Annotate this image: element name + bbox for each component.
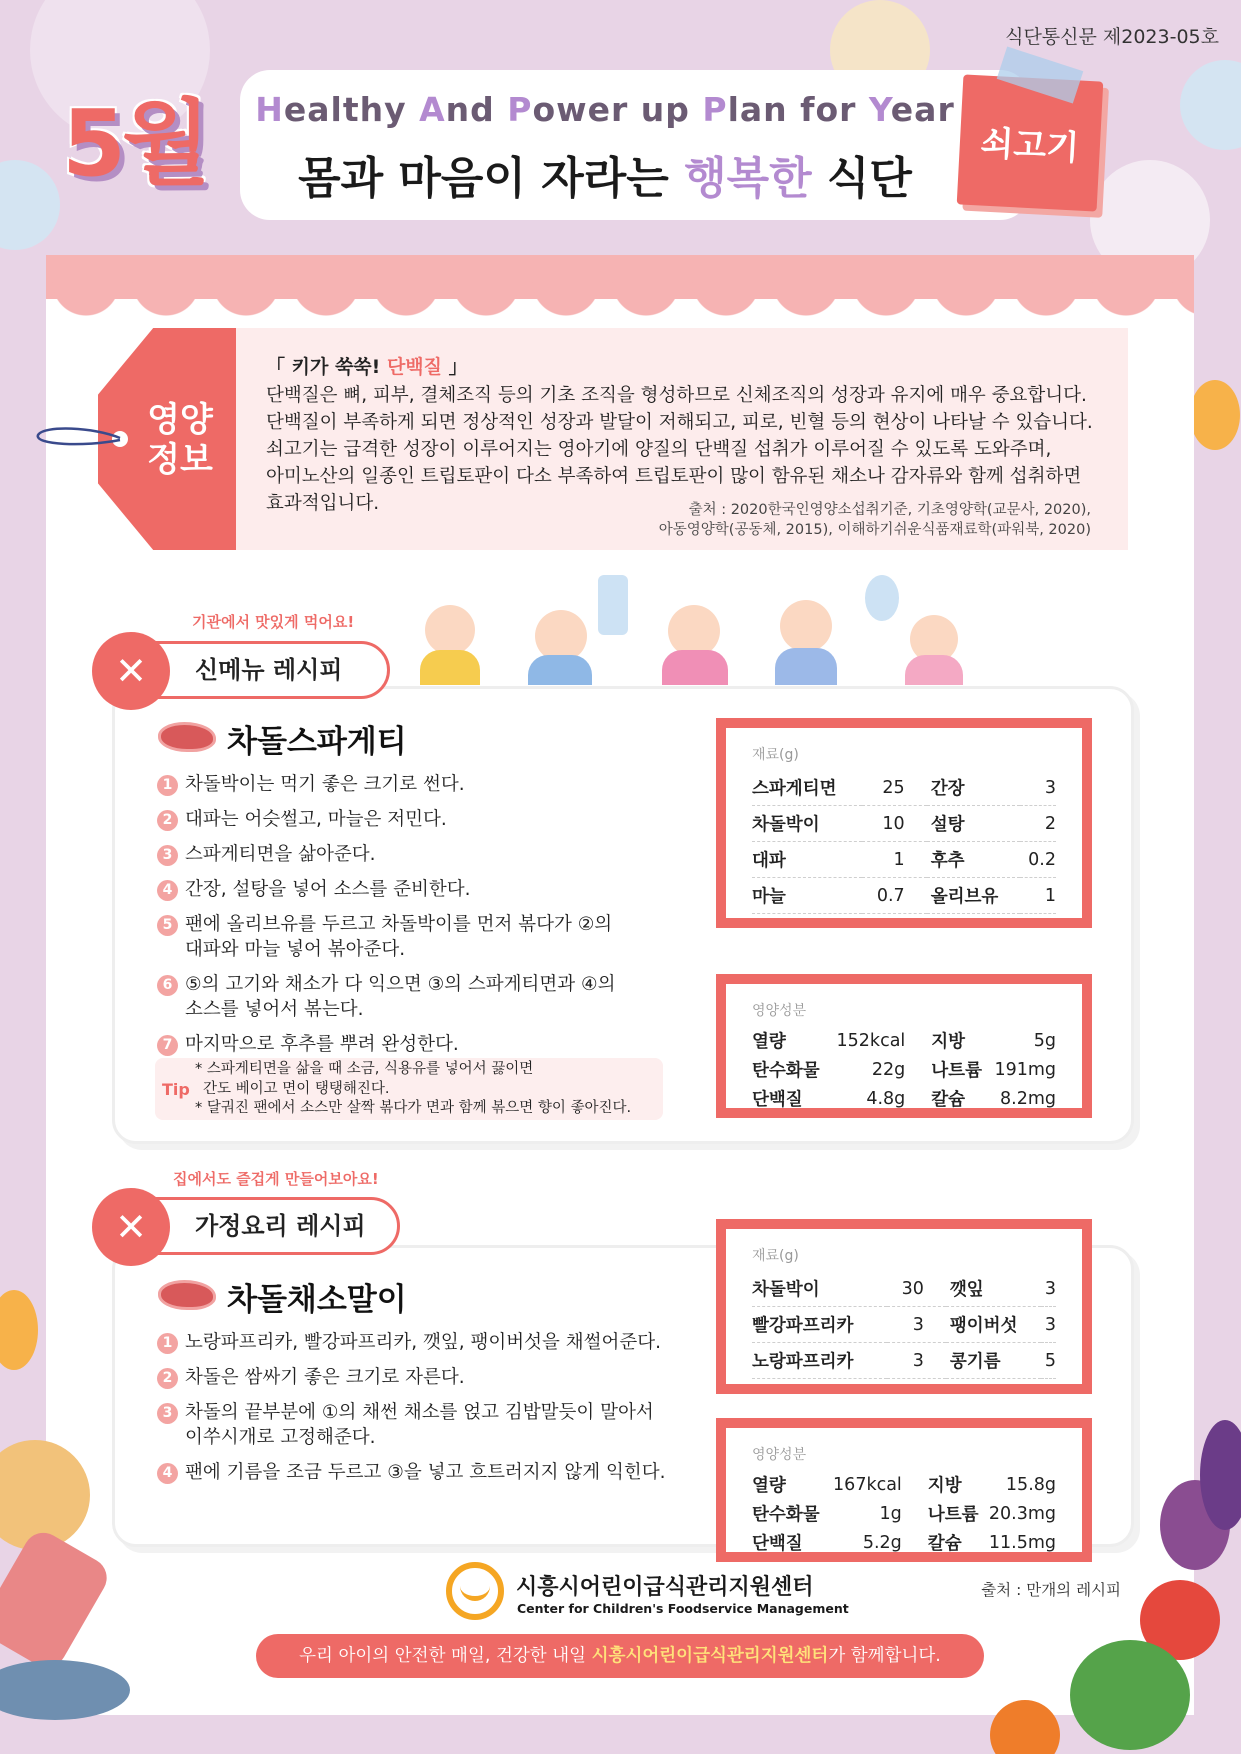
step-number-badge: 2: [157, 1368, 178, 1389]
slogan-pre: 우리 아이의 안전한 매일, 건강한 내일: [299, 1646, 592, 1666]
table-cell: 마늘: [752, 878, 862, 914]
table-cell: 152kcal: [836, 1030, 906, 1051]
nutrition-info-source: [571, 500, 1091, 540]
ingredients-caption: 재료(g): [752, 1248, 799, 1264]
table-cell: 1: [1020, 878, 1056, 914]
step-number-badge: 4: [157, 1463, 178, 1484]
table-cell: 10: [862, 806, 927, 842]
table-row: [752, 1499, 1056, 1528]
balloon-icon: [0, 1290, 38, 1370]
table-cell: 191mg: [994, 1059, 1056, 1080]
tip-label: Tip: [162, 1080, 190, 1099]
tag-line-1: 영양: [147, 400, 213, 440]
step-text: 차돌박이는 먹기 좋은 크기로 썬다.: [185, 774, 465, 795]
table-cell: 3: [887, 1307, 946, 1343]
recipe-steps-1: [157, 772, 627, 1067]
bg-bubble: [0, 160, 60, 250]
step-text: 차돌은 쌈싸기 좋은 크기로 자른다.: [185, 1367, 465, 1388]
title-english-part: nd: [445, 90, 508, 129]
table-row: [752, 878, 1056, 914]
table-cell: 팽이버섯: [946, 1307, 1041, 1343]
heading-highlight: 단백질: [386, 356, 442, 378]
tip-line: * 달궈진 팬에서 소스만 살짝 볶다가 면과 함께 볶으면 향이 좋아진다.: [195, 1100, 632, 1116]
table-cell: 3: [887, 1343, 946, 1379]
title-english-part: H: [255, 90, 284, 129]
nutrition-info-heading: [266, 352, 468, 379]
info-line: 효과적입니다.: [266, 493, 380, 514]
table-cell: 167kcal: [833, 1474, 902, 1495]
table-cell: 올리브유: [927, 878, 1020, 914]
step-number-badge: 7: [157, 1035, 178, 1056]
step-number-badge: 6: [157, 975, 178, 996]
table-cell: 5: [1041, 1343, 1056, 1379]
fork-knife-icon: ✕: [92, 632, 170, 710]
kid-body: [905, 655, 963, 685]
slogan-banner: [256, 1634, 984, 1678]
table-cell: 3: [1041, 1307, 1056, 1343]
tip-text: [195, 1060, 665, 1119]
step-text: 팬에 기름을 조금 두르고 ③을 넣고 흐트러지지 않게 익힌다.: [185, 1462, 666, 1483]
center-name-english: Center for Children's Foodservice Management: [517, 1601, 849, 1616]
tip-line: 간도 베이고 면이 탱탱해진다.: [203, 1080, 390, 1097]
recipe-step: [157, 912, 627, 962]
title-english-part: A: [419, 90, 446, 129]
month-label: 5월: [62, 90, 207, 197]
recipe-step: [157, 1365, 677, 1390]
section-pill-home-recipe: 가정요리 레시피: [100, 1197, 400, 1255]
table-cell: 대파: [752, 842, 862, 878]
title-korean-highlight: 행복한: [684, 153, 812, 204]
table-row: [752, 1026, 1056, 1055]
recipe-step: [157, 842, 627, 867]
kid-face: [425, 605, 475, 655]
table-cell: 칼슘: [927, 1534, 962, 1554]
title-english: [240, 90, 970, 129]
step-number-badge: 1: [157, 1333, 178, 1354]
table-row: [752, 1307, 1056, 1343]
table-row: [752, 1055, 1056, 1084]
kid-body: [775, 648, 837, 685]
table-cell: 1g: [879, 1503, 902, 1524]
tag-line-2: 정보: [147, 440, 213, 480]
section-subtitle: 집에서도 즐겁게 만들어보아요!: [173, 1170, 379, 1188]
table-row: [752, 1528, 1056, 1557]
recipe-step: [157, 877, 627, 902]
table-row: [752, 806, 1056, 842]
table-cell: 간장: [927, 770, 1020, 806]
section-pill-new-menu: 신메뉴 레시피: [100, 641, 390, 699]
step-text: 노랑파프리카, 빨강파프리카, 깻잎, 팽이버섯을 채썰어준다.: [185, 1332, 661, 1353]
tip-line: * 스파게티면을 삶을 때 소금, 식용유를 넣어서 끓이면: [195, 1061, 534, 1077]
title-english-part: lan for: [727, 90, 869, 129]
table-cell: 나트륨: [931, 1061, 982, 1081]
recipe-step: [157, 807, 627, 832]
info-line: 아미노산의 일종인 트립토판이 다소 부족하여 트립토판이 많이 함유된 채소나 감자류와 함께 섭취하면: [266, 466, 1082, 487]
step-number-badge: 2: [157, 810, 178, 831]
source-line: 출처 : 2020한국인영양소섭취기준, 기초영양학(교문사, 2020),: [688, 502, 1091, 518]
recipe-step: [157, 1330, 677, 1355]
section-subtitle: 기관에서 맛있게 먹어요!: [192, 613, 355, 631]
step-text: 마지막으로 후추를 뿌려 완성한다.: [185, 1034, 459, 1055]
info-line: 쇠고기는 급격한 성장이 이루어지는 영아기에 양질의 단백질 섭취가 이루어질 수 있도록 도와주며,: [266, 439, 1052, 460]
table-cell: 25: [862, 770, 927, 806]
table-cell: 지방: [931, 1032, 966, 1052]
table-row: [752, 842, 1056, 878]
title-english-part: ear: [890, 90, 955, 129]
table-cell: 탄수화물: [752, 1505, 820, 1525]
issue-number: 식단통신문 제2023-05호: [1005, 26, 1219, 48]
nutrition-info-body: [266, 382, 1096, 517]
table-cell: 단백질: [752, 1090, 803, 1110]
table-row: [752, 770, 1056, 806]
slogan-post: 가 함께합니다.: [828, 1646, 941, 1666]
title-korean-pre: 몸과 마음이 자라는: [298, 153, 685, 204]
table-cell: 빨강파프리카: [752, 1307, 887, 1343]
step-text: 팬에 올리브유를 두르고 차돌박이를 먼저 볶다가 ②의 대파와 마늘 넣어 볶아준다.: [185, 914, 613, 960]
table-row: [752, 1470, 1056, 1499]
table-cell: 열량: [752, 1032, 786, 1052]
table-cell: 열량: [752, 1476, 786, 1496]
info-line: 단백질은 뼈, 피부, 결체조직 등의 기초 조직을 형성하므로 신체조직의 성장과 유지에 매우 중요합니다.: [266, 385, 1087, 406]
kid-body: [528, 655, 592, 685]
source-line: 아동영양학(공동체, 2015), 이해하기쉬운식품재료학(파워북, 2020): [658, 522, 1091, 538]
spoon-icon: [865, 575, 899, 621]
scallop-edge: [46, 282, 1194, 316]
title-english-part: ealthy: [283, 90, 420, 129]
fork-icon: [598, 575, 628, 635]
bg-bubble: [1180, 60, 1241, 150]
nutrition-info-tag-label: [140, 400, 220, 480]
title-english-part: Y: [868, 90, 891, 129]
table-cell: 0.2: [1020, 842, 1056, 878]
heading-post: 」: [442, 356, 468, 378]
table-cell: 8.2mg: [1000, 1088, 1056, 1109]
table-cell: 나트륨: [927, 1505, 979, 1525]
table-cell: 콩기름: [946, 1343, 1041, 1379]
table-cell: 15.8g: [1005, 1474, 1056, 1495]
step-number-badge: 3: [157, 845, 178, 866]
table-cell: 3: [1020, 770, 1056, 806]
recipe-step: [157, 1400, 677, 1450]
slogan-highlight: 시흥시어린이급식관리지원센터: [591, 1646, 829, 1666]
recipe-step: [157, 1460, 677, 1485]
recipe-source: 출처 : 만개의 레시피: [981, 1581, 1121, 1599]
table-cell: 3: [1041, 1271, 1056, 1307]
table-cell: 노랑파프리카: [752, 1343, 887, 1379]
table-cell: 단백질: [752, 1534, 803, 1554]
ingredients-caption: 재료(g): [752, 747, 799, 763]
step-text: 대파는 어슷썰고, 마늘은 저민다.: [185, 809, 447, 830]
step-number-badge: 1: [157, 775, 178, 796]
table-cell: 0.7: [862, 878, 927, 914]
step-number-badge: 3: [157, 1403, 178, 1424]
nutrients-caption: 영양성분: [752, 1447, 807, 1463]
title-english-part: P: [702, 90, 728, 129]
balloon-icon: [1190, 380, 1240, 450]
ingredients-table-2: [716, 1219, 1092, 1394]
table-cell: 후추: [927, 842, 1020, 878]
step-number-badge: 4: [157, 880, 178, 901]
dish-title-2: 차돌채소말이: [227, 1282, 407, 1318]
table-row: [752, 1343, 1056, 1379]
table-row: [752, 1084, 1056, 1113]
nutrients-caption: 영양성분: [752, 1003, 807, 1019]
broccoli-icon: [1070, 1640, 1190, 1750]
table-cell: 11.5mg: [988, 1532, 1056, 1553]
table-cell: 20.3mg: [988, 1503, 1056, 1524]
table-row: [752, 1271, 1056, 1307]
table-cell: 30: [887, 1271, 946, 1307]
dish-title-1: 차돌스파게티: [227, 724, 407, 760]
heading-pre: 「 키가 쑥쑥!: [266, 356, 387, 378]
meat-icon: [158, 722, 216, 752]
ingredient-tag-label: 쇠고기: [979, 123, 1081, 169]
kid-face: [780, 600, 832, 652]
table-cell: 스파게티면: [752, 770, 862, 806]
step-text: 스파게티면을 삶아준다.: [185, 844, 376, 865]
recipe-step: [157, 772, 627, 797]
tag-string-icon: [34, 425, 124, 455]
info-line: 단백질이 부족하게 되면 정상적인 성장과 발달이 저해되고, 피로, 빈혈 등의 현상이 나타날 수 있습니다.: [266, 412, 1093, 433]
title-english-part: P: [507, 90, 533, 129]
recipe-steps-2: [157, 1330, 677, 1495]
table-cell: 칼슘: [931, 1090, 966, 1110]
title-korean: [240, 142, 970, 206]
title-korean-post: 식단: [811, 153, 912, 204]
ingredient-tag: [957, 74, 1104, 211]
table-cell: 22g: [871, 1059, 906, 1080]
meat-icon: [158, 1280, 216, 1310]
step-text: 간장, 설탕을 넣어 소스를 준비한다.: [185, 879, 471, 900]
ingredients-table-1: [716, 718, 1092, 928]
nutrients-table-2: [716, 1418, 1092, 1562]
table-cell: 지방: [927, 1476, 962, 1496]
table-cell: 깻잎: [946, 1271, 1041, 1307]
table-cell: 설탕: [927, 806, 1020, 842]
title-box: [240, 70, 1030, 220]
recipe-step: [157, 1032, 627, 1057]
center-name-korean: 시흥시어린이급식관리지원센터: [516, 1575, 814, 1600]
recipe-step: [157, 972, 627, 1022]
nutrients-table-1: [716, 974, 1092, 1118]
step-text: ⑤의 고기와 채소가 다 익으면 ③의 스파게티면과 ④의 소스를 넣어서 볶는다.: [185, 974, 616, 1020]
table-cell: 5.2g: [862, 1532, 902, 1553]
table-cell: 2: [1020, 806, 1056, 842]
title-english-part: ower up: [532, 90, 703, 129]
table-cell: 1: [862, 842, 927, 878]
step-number-badge: 5: [157, 915, 178, 936]
table-cell: 4.8g: [866, 1088, 906, 1109]
fork-knife-icon: ✕: [92, 1188, 170, 1266]
table-cell: 5g: [1033, 1030, 1056, 1051]
table-cell: 차돌박이: [752, 1271, 887, 1307]
step-text: 차돌의 끝부분에 ①의 채썬 채소를 얹고 김밥말듯이 말아서 이쑤시개로 고정해준다.: [185, 1402, 654, 1448]
table-cell: 탄수화물: [752, 1061, 820, 1081]
table-cell: 차돌박이: [752, 806, 862, 842]
kid-body: [420, 650, 480, 685]
kid-body: [662, 650, 728, 685]
